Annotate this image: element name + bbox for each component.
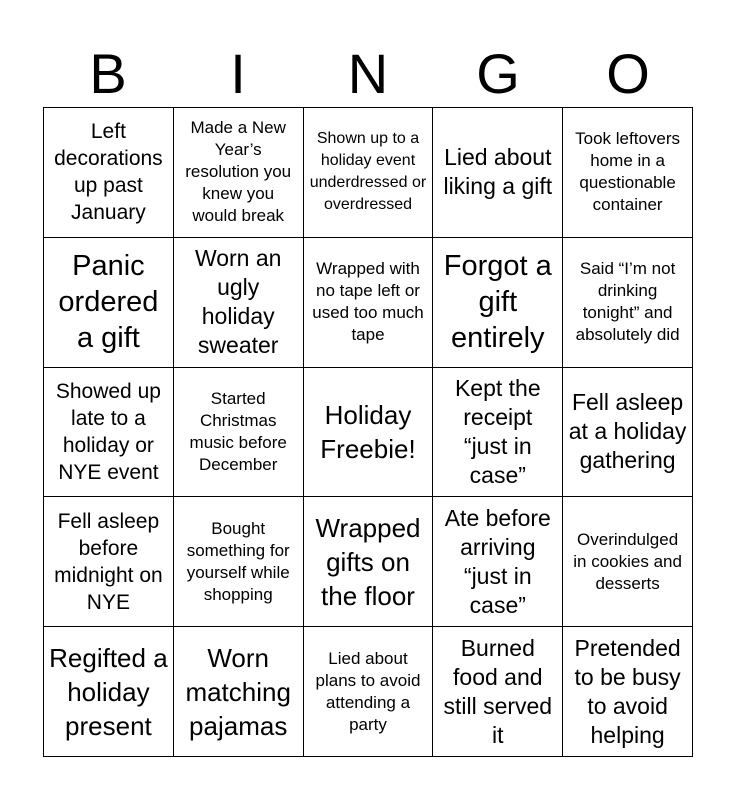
cell-text: Said “I’m not drinking tonight” and absolutely did [575,259,680,345]
cell-text: Regifted a holiday present [49,642,168,741]
cell-text: Started Christmas music before December [189,388,287,474]
bingo-cell[interactable] [563,368,693,498]
bingo-cell[interactable] [433,497,563,627]
cell-text: Forgot a gift entirely [443,250,552,355]
bingo-cell[interactable] [304,627,434,757]
bingo-cell[interactable] [44,238,174,368]
cell-text: Made a New Year’s resolution you knew you would break [185,118,292,226]
bingo-cell[interactable] [563,108,693,238]
cell-text: Kept the receipt “just in case” [454,374,541,488]
bingo-cell[interactable] [44,627,174,757]
bingo-grid [43,107,693,757]
cell-text: Worn an ugly holiday sweater [194,245,282,359]
cell-text: Showed up late to a holiday or NYE event [55,379,161,484]
cell-text: Burned food and still served it [443,634,553,748]
bingo-cell[interactable] [174,108,304,238]
cell-text: Left decorations up past January [54,120,163,225]
bingo-cell[interactable] [174,627,304,757]
header-letter-n: N [347,42,389,105]
bingo-header [43,44,693,104]
cell-text: Fell asleep at a holiday gathering [568,389,687,474]
bingo-cell[interactable] [44,368,174,498]
cell-text: Fell asleep before midnight on NYE [54,509,163,614]
bingo-cell[interactable] [433,238,563,368]
cell-text: Wrapped with no tape left or used too much tape [312,259,424,345]
bingo-cell[interactable] [44,497,174,627]
cell-text: Holiday Freebie! [320,399,416,464]
header-letter-o: O [606,42,650,105]
cell-text: Bought something for yourself while shopping [186,518,290,604]
cell-text: Worn matching pajamas [185,642,291,741]
cell-text: Pretended to be busy to avoid helping [574,634,681,748]
header-letter-i: I [230,42,246,105]
bingo-cell[interactable] [174,238,304,368]
cell-text: Took leftovers home in a questionable container [575,129,681,215]
cell-text: Lied about plans to avoid attending a party [315,648,421,734]
header-letter-b: B [89,42,127,105]
header-letter-g: G [476,42,520,105]
bingo-cell[interactable] [563,238,693,368]
cell-text: Shown up to a holiday event underdressed or overdressed [309,130,427,214]
bingo-cell[interactable] [433,627,563,757]
cell-text: Panic ordered a gift [58,250,159,355]
bingo-cell[interactable] [433,368,563,498]
bingo-cell[interactable] [174,497,304,627]
cell-text: Wrapped gifts on the floor [315,512,421,611]
bingo-cell[interactable] [563,497,693,627]
cell-text: Ate before arriving “just in case” [444,504,551,618]
cell-text: Lied about liking a gift [443,144,553,200]
cell-text: Overindulged in cookies and desserts [573,529,682,593]
bingo-cell[interactable] [304,108,434,238]
bingo-cell[interactable] [304,238,434,368]
bingo-cell[interactable] [44,108,174,238]
free-space-cell[interactable] [304,368,434,498]
bingo-cell[interactable] [563,627,693,757]
bingo-cell[interactable] [304,497,434,627]
bingo-cell[interactable] [433,108,563,238]
bingo-cell[interactable] [174,368,304,498]
